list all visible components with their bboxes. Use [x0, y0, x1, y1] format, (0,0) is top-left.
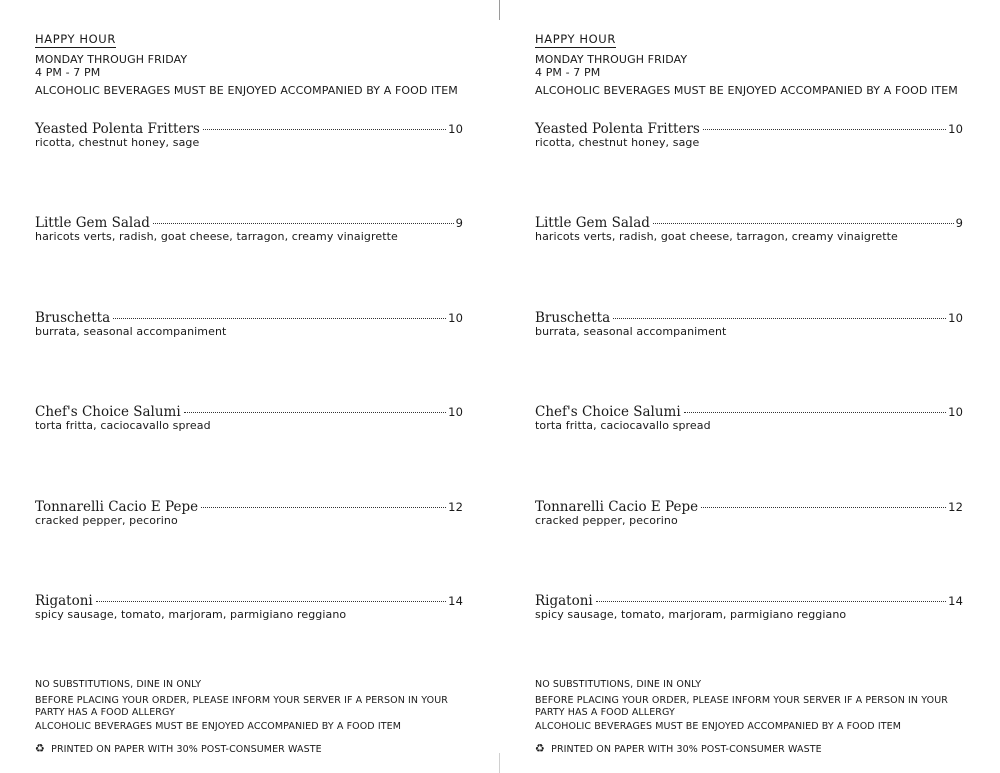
item-description: spicy sausage, tomato, marjoram, parmigiano reggiano	[535, 608, 847, 621]
menu-item	[35, 121, 463, 150]
menu-page-right	[500, 0, 1000, 773]
dot-leader	[596, 601, 946, 602]
item-price: 12	[948, 500, 963, 514]
item-name: Bruschetta	[35, 310, 111, 326]
menu-item	[35, 404, 463, 433]
item-description: burrata, seasonal accompaniment	[35, 325, 227, 338]
item-price: 9	[455, 216, 463, 230]
happy-hour-title: HAPPY HOUR	[35, 32, 116, 46]
item-name: Rigatoni	[35, 593, 93, 609]
dot-leader	[613, 318, 946, 319]
item-price: 12	[448, 500, 463, 514]
menu-item	[535, 593, 963, 622]
item-description: haricots verts, radish, goat cheese, tarragon, creamy vinaigrette	[35, 230, 398, 243]
happy-hour-time: 4 PM - 7 PM	[35, 66, 101, 79]
recycled-paper-text: PRINTED ON PAPER WITH 30% POST-CONSUMER WASTE	[551, 744, 822, 755]
item-description: ricotta, chestnut honey, sage	[35, 136, 200, 149]
dot-leader	[653, 223, 954, 224]
recycle-icon: ♻	[535, 742, 545, 755]
item-description: cracked pepper, pecorino	[535, 514, 678, 527]
no-substitutions-note: NO SUBSTITUTIONS, DINE IN ONLY	[535, 679, 702, 690]
alcohol-footer-note: ALCOHOLIC BEVERAGES MUST BE ENJOYED ACCOMPANIED BY A FOOD ITEM	[535, 721, 902, 732]
dot-leader	[153, 223, 454, 224]
menu-item	[535, 404, 963, 433]
dot-leader	[201, 507, 446, 508]
menu-item	[35, 215, 463, 244]
item-description: torta fritta, caciocavallo spread	[35, 419, 211, 432]
item-name: Chef's Choice Salumi	[35, 404, 181, 420]
happy-hour-title: HAPPY HOUR	[535, 32, 616, 46]
recycled-paper-text: PRINTED ON PAPER WITH 30% POST-CONSUMER WASTE	[51, 744, 322, 755]
allergy-note: BEFORE PLACING YOUR ORDER, PLEASE INFORM YOUR SERVER IF A PERSON IN YOUR PARTY HAS A FOOD ALLERGY	[535, 695, 948, 718]
item-name: Little Gem Salad	[35, 215, 150, 231]
item-price: 10	[948, 311, 963, 325]
item-description: spicy sausage, tomato, marjoram, parmigiano reggiano	[35, 608, 347, 621]
item-name: Yeasted Polenta Fritters	[535, 121, 700, 137]
item-name: Bruschetta	[535, 310, 611, 326]
menu-item	[535, 121, 963, 150]
menu-item	[35, 499, 463, 528]
dot-leader	[701, 507, 946, 508]
item-price: 14	[448, 594, 463, 608]
dot-leader	[113, 318, 446, 319]
item-price: 10	[948, 405, 963, 419]
dot-leader	[184, 412, 446, 413]
item-description: ricotta, chestnut honey, sage	[535, 136, 700, 149]
recycled-paper-note	[35, 743, 465, 756]
menu-item	[535, 215, 963, 244]
happy-hour-days: MONDAY THROUGH FRIDAY	[535, 53, 688, 66]
item-description: haricots verts, radish, goat cheese, tarragon, creamy vinaigrette	[535, 230, 898, 243]
alcohol-footer-note: ALCOHOLIC BEVERAGES MUST BE ENJOYED ACCOMPANIED BY A FOOD ITEM	[35, 721, 402, 732]
dot-leader	[203, 129, 446, 130]
menu-item	[535, 310, 963, 339]
item-price: 9	[955, 216, 963, 230]
recycle-icon: ♻	[35, 742, 45, 755]
recycled-paper-note	[535, 743, 965, 756]
dot-leader	[684, 412, 946, 413]
item-price: 10	[948, 122, 963, 136]
item-description: burrata, seasonal accompaniment	[535, 325, 727, 338]
alcohol-notice: ALCOHOLIC BEVERAGES MUST BE ENJOYED ACCOMPANIED BY A FOOD ITEM	[35, 84, 458, 97]
item-name: Tonnarelli Cacio E Pepe	[535, 499, 699, 515]
dot-leader	[703, 129, 946, 130]
menu-item	[35, 310, 463, 339]
allergy-note: BEFORE PLACING YOUR ORDER, PLEASE INFORM YOUR SERVER IF A PERSON IN YOUR PARTY HAS A FOOD ALLERGY	[35, 695, 448, 718]
item-description: cracked pepper, pecorino	[35, 514, 178, 527]
menu-item	[35, 593, 463, 622]
item-price: 10	[448, 311, 463, 325]
item-name: Yeasted Polenta Fritters	[35, 121, 200, 137]
happy-hour-time: 4 PM - 7 PM	[535, 66, 601, 79]
item-price: 10	[448, 122, 463, 136]
item-name: Little Gem Salad	[535, 215, 650, 231]
menu-item	[535, 499, 963, 528]
item-description: torta fritta, caciocavallo spread	[535, 419, 711, 432]
no-substitutions-note: NO SUBSTITUTIONS, DINE IN ONLY	[35, 679, 202, 690]
item-name: Chef's Choice Salumi	[535, 404, 681, 420]
dot-leader	[96, 601, 446, 602]
item-price: 14	[948, 594, 963, 608]
happy-hour-days: MONDAY THROUGH FRIDAY	[35, 53, 188, 66]
alcohol-notice: ALCOHOLIC BEVERAGES MUST BE ENJOYED ACCOMPANIED BY A FOOD ITEM	[535, 84, 958, 97]
item-name: Rigatoni	[535, 593, 593, 609]
item-price: 10	[448, 405, 463, 419]
item-name: Tonnarelli Cacio E Pepe	[35, 499, 199, 515]
